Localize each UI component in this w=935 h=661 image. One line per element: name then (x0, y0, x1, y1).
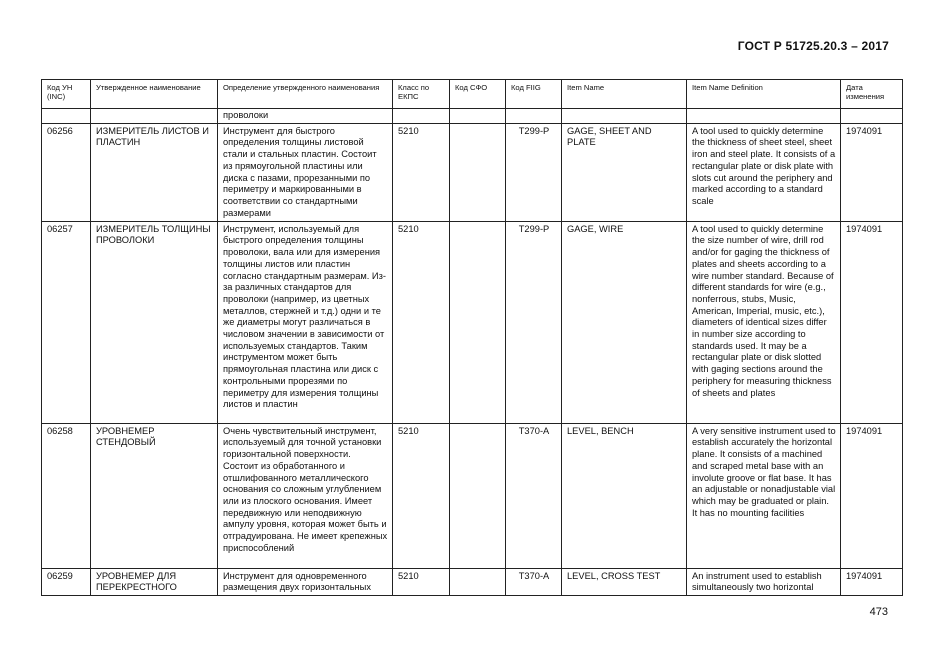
cell-definition-ru: Очень чувствительный инструмент, используемый для точной установки горизонтальной поверхности. Состоит из обработанного и отшлифованного металлического основания со сложным углублением или из плоского основания. Имеет передвижную или неподвижную ампулу уровня, которая может быть и отградуирована. Не имеет крепежных приспособлений (218, 423, 393, 568)
cell-item-name: LEVEL, CROSS TEST (562, 568, 687, 595)
cell-inc: 06258 (42, 423, 91, 568)
continuation-row (42, 109, 903, 124)
gost-table (41, 79, 903, 596)
cell-item-name: GAGE, SHEET AND PLATE (562, 123, 687, 221)
table-header (42, 80, 903, 109)
cell-empty (506, 109, 562, 124)
cell-empty (393, 109, 450, 124)
cell-sfo (450, 123, 506, 221)
cell-empty (91, 109, 218, 124)
cell-name-ru: УРОВНЕМЕР СТЕНДОВЫЙ (91, 423, 218, 568)
cell-date: 1974091 (841, 423, 903, 568)
table-row (42, 221, 903, 423)
column-header-date: Дата изменения (841, 80, 903, 109)
cell-inc: 06257 (42, 221, 91, 423)
cell-empty (450, 109, 506, 124)
table-row (42, 123, 903, 221)
document-header: ГОСТ Р 51725.20.3 – 2017 (737, 39, 889, 53)
cell-sfo (450, 221, 506, 423)
cell-continuation-text: проволоки (218, 109, 393, 124)
cell-item-name: LEVEL, BENCH (562, 423, 687, 568)
column-header-name-ru: Утвержденное наименование (91, 80, 218, 109)
cell-date: 1974091 (841, 568, 903, 595)
column-header-sfo: Код СФО (450, 80, 506, 109)
column-header-fiig: Код FIIG (506, 80, 562, 109)
cell-name-ru: ИЗМЕРИТЕЛЬ ТОЛЩИНЫ ПРОВОЛОКИ (91, 221, 218, 423)
cell-ekps: 5210 (393, 423, 450, 568)
cell-empty (841, 109, 903, 124)
cell-ekps: 5210 (393, 568, 450, 595)
cell-date: 1974091 (841, 221, 903, 423)
cell-sfo (450, 423, 506, 568)
page-number: 473 (869, 606, 888, 618)
table-body (42, 109, 903, 596)
cell-item-name-definition: A tool used to quickly determine the thickness of sheet steel, sheet iron and steel plate. It consists of a rectangular plate or disk plate with slots cut around the periphery and marked according to a standard scale (687, 123, 841, 221)
cell-inc: 06256 (42, 123, 91, 221)
header-row (42, 80, 903, 109)
cell-name-ru: УРОВНЕМЕР ДЛЯ ПЕРЕКРЕСТНОГО (91, 568, 218, 595)
cell-inc: 06259 (42, 568, 91, 595)
cell-empty (687, 109, 841, 124)
column-header-item-name: Item Name (562, 80, 687, 109)
cell-ekps: 5210 (393, 221, 450, 423)
column-header-inc: Код УН (INC) (42, 80, 91, 109)
cell-item-name-definition: An instrument used to establish simultaneously two horizontal (687, 568, 841, 595)
cell-definition-ru: Инструмент для быстрого определения толщины листовой стали и стальных пластин. Состоит из прямоугольной пластины или диска с пазами, прорезанными по периметру и маркированными в соответствии со стандартными размерами (218, 123, 393, 221)
column-header-item-name-definition: Item Name Definition (687, 80, 841, 109)
column-header-ekps: Класс по ЕКПС (393, 80, 450, 109)
column-header-definition-ru: Определение утвержденного наименования (218, 80, 393, 109)
table-row (42, 568, 903, 595)
table-row (42, 423, 903, 568)
cell-item-name-definition: A tool used to quickly determine the size number of wire, drill rod and/or for gaging the thickness of plates and sheets according to a wire number standard. Because of different standards for wire (e.g., nonferrous, stubs, Music, American, Imperial, music, etc.), diameters of identical sizes differ in number size according to standards used. It may be a rectangular plate or disk slotted with gaging sections around the periphery for measuring thickness of sheets and plates (687, 221, 841, 423)
cell-fiig: T370-A (506, 423, 562, 568)
cell-empty (562, 109, 687, 124)
cell-item-name-definition: A very sensitive instrument used to establish accurately the horizontal plane. It consists of a machined and scraped metal base with an involute groove or flat base. It has an adjustable or nonadjustable vial which may be graduated or plain. It has no mounting facilities (687, 423, 841, 568)
cell-definition-ru: Инструмент для одновременного размещения двух горизонтальных (218, 568, 393, 595)
cell-date: 1974091 (841, 123, 903, 221)
cell-name-ru: ИЗМЕРИТЕЛЬ ЛИСТОВ И ПЛАСТИН (91, 123, 218, 221)
cell-fiig: T299-P (506, 221, 562, 423)
cell-definition-ru: Инструмент, используемый для быстрого определения толщины проволоки, вала или для измерения толщины листов или пластин согласно стандартным размерам. Из-за различных стандартов для проволоки (например, из цветных металлов, стержней и т.д.) одни и те же диаметры могут различаться в числовом значении в зависимости от используемых стандартов. Таким инструментом может быть прямоугольная пластина или диск с контрольными прорезями по периметру для измерения толщины листов и пластин (218, 221, 393, 423)
cell-ekps: 5210 (393, 123, 450, 221)
cell-fiig: T299-P (506, 123, 562, 221)
cell-sfo (450, 568, 506, 595)
cell-item-name: GAGE, WIRE (562, 221, 687, 423)
cell-fiig: T370-A (506, 568, 562, 595)
cell-empty (42, 109, 91, 124)
